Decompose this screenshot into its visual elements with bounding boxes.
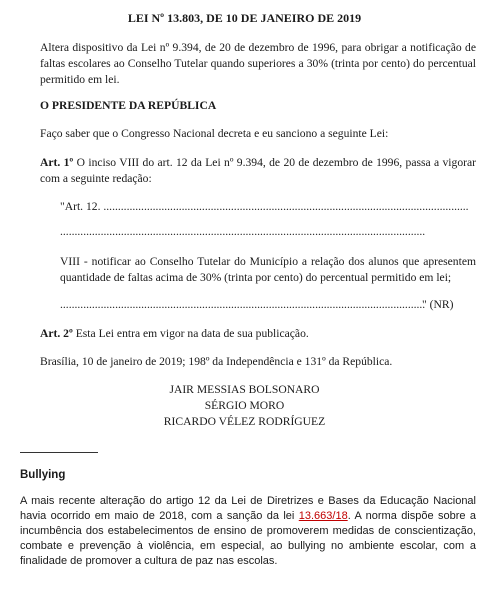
law-13663-link[interactable]: 13.663/18 <box>298 510 348 522</box>
note-heading: Bullying <box>20 469 66 481</box>
ellipsis-line-2: .............................................................................................................................. <box>60 225 426 238</box>
item-viii: VIII - notificar ao Conselho Tutelar do Município a relação dos alunos que apresentem quantidade de faltas acima de 30% (trinta por cento) do percentual permitido em lei; <box>60 255 476 284</box>
signature-3: RICARDO VÉLEZ RODRÍGUEZ <box>163 415 326 428</box>
note-text-before: A mais recente alteração do artigo 12 da Lei de Diretrizes e Bases da Educação Nacional havia ocorrido em maio de 2018, com a sanção da lei <box>20 495 476 522</box>
article-2-label: Art. 2º <box>40 327 73 340</box>
ellipsis-line-1: .............................................................................................................................. <box>103 200 469 213</box>
ellipsis-line-3: .............................................................................................................................. <box>60 298 426 311</box>
quote-close-line <box>60 297 476 313</box>
law-preamble: Faço saber que o Congresso Nacional decreta e eu sanciono a seguinte Lei: <box>40 127 389 140</box>
footnote-divider <box>20 452 98 453</box>
article-2 <box>40 326 476 342</box>
quote-open: "Art. 12. <box>60 200 104 213</box>
quote-art12-line <box>60 199 469 215</box>
note-text-after: . A norma dispõe sobre a incumbência dos estabelecimentos de ensino de promoverem medidas de conscientização, combate e prevenção à violência, em especial, ao bullying no ambiente escolar, com a finalidade de promover a cultura de paz nas escolas. <box>20 510 477 567</box>
article-1 <box>40 155 476 187</box>
law-heading: O PRESIDENTE DA REPÚBLICA <box>40 99 217 112</box>
note-paragraph <box>20 494 476 569</box>
article-1-label: Art. 1º <box>40 156 74 169</box>
quote-close: " (NR) <box>422 298 454 311</box>
date-line: Brasília, 10 de janeiro de 2019; 198º da Independência e 131º da República. <box>40 355 393 368</box>
signature-2: SÉRGIO MORO <box>204 399 285 412</box>
signature-1: JAIR MESSIAS BOLSONARO <box>169 383 320 396</box>
article-2-text: Esta Lei entra em vigor na data de sua publicação. <box>72 327 309 340</box>
article-1-text: O inciso VIII do art. 12 da Lei nº 9.394, de 20 de dezembro de 1996, passa a vigorar com a seguinte redação: <box>40 156 476 185</box>
law-title: LEI Nº 13.803, DE 10 DE JANEIRO DE 2019 <box>127 11 362 25</box>
law-ementa: Altera dispositivo da Lei nº 9.394, de 20 de dezembro de 1996, para obrigar a notificação de faltas escolares ao Conselho Tutelar quando superiores a 30% (trinta por cento) do percentual permitido em lei. <box>40 41 476 86</box>
